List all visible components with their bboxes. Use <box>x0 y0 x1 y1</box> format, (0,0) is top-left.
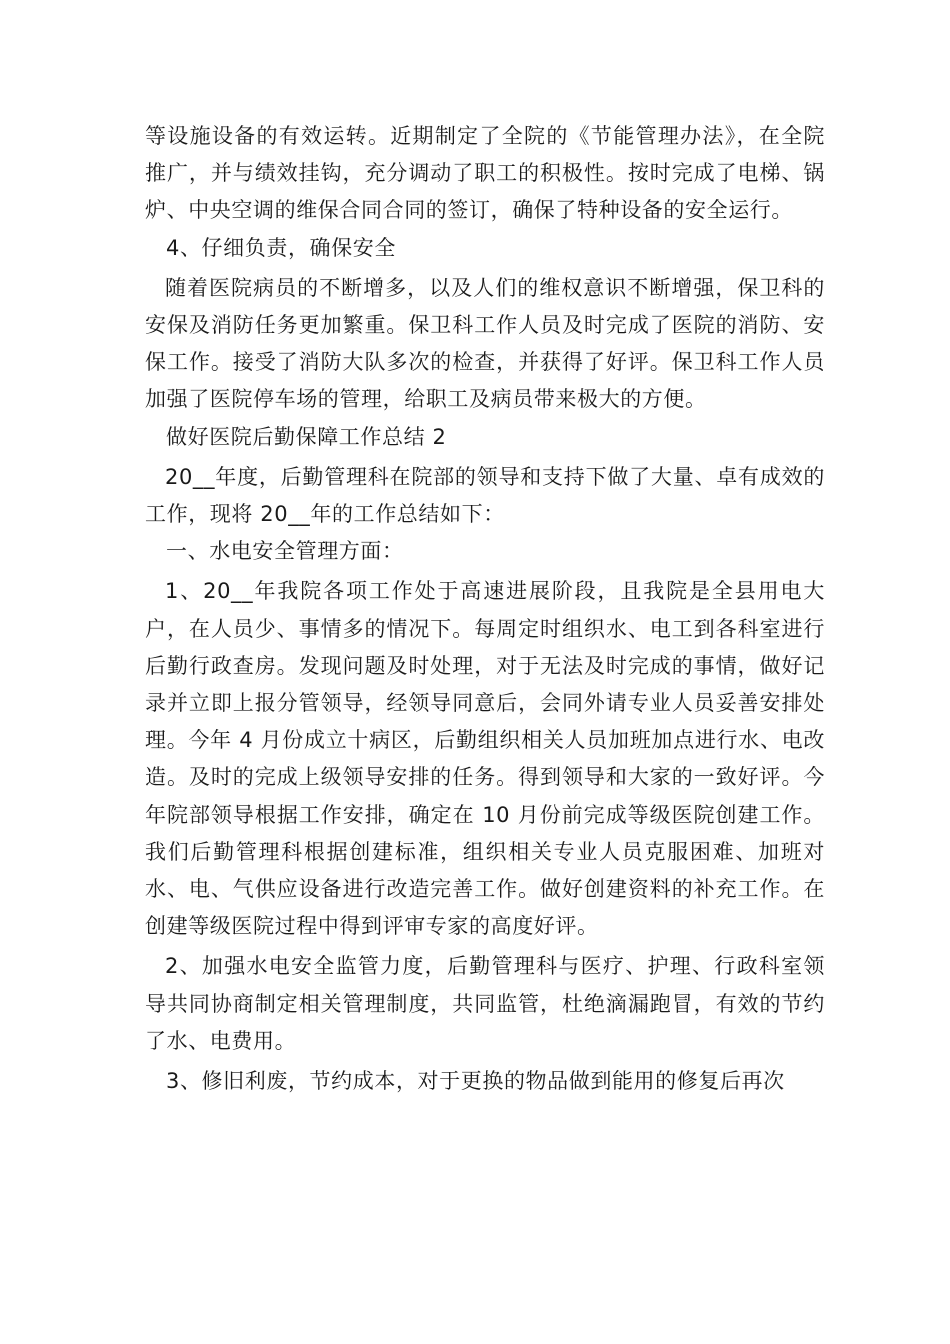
paragraph-annual-intro: 20__年度，后勤管理科在院部的领导和支持下做了大量、卓有成效的工作，现将 20__年的工作总结如下： <box>145 464 825 527</box>
heading-water-electric-safety: 一、水电安全管理方面： <box>166 539 404 564</box>
paragraph-security-department: 随着医院病员的不断增多，以及人们的维权意识不断增强，保卫科的安保及消防任务更加繁重。保卫科工作人员及时完成了医院的消防、安保工作。接受了消防大队多次的检查，并获得了好评。保卫科工作人员加强了医院停车场的管理，给职工及病员带来极大的方便。 <box>145 275 825 412</box>
paragraph-energy-management: 等设施设备的有效运转。近期制定了全院的《节能管理办法》，在全院推广，并与绩效挂钩，充分调动了职工的积极性。按时完成了电梯、锅炉、中央空调的维保合同合同的签订，确保了特种设备的安全运行。 <box>145 124 825 223</box>
section-title-summary-2: 做好医院后勤保障工作总结 2 <box>166 424 447 449</box>
paragraph-item-1: 1、20__年我院各项工作处于高速进展阶段，且我院是全县用电大户，在人员少、事情多的情况下。每周定时组织水、电工到各科室进行后勤行政查房。发现问题及时处理，对于无法及时完成的事情，做好记录并立即上报分管领导，经领导同意后，会同外请专业人员妥善安排处理。今年 4 月份成立十病区，后勤组织相关人员加班加点进行水、电改造。及时的完成上级领导安排的任务。得到领导和大家的一致好评。今年院部领导根据工作安排，确定在 10 月份前完成等级医院创建工作。我们后勤管理科根据创建标准，组织相关专业人员克服困难、加班对水、电、气供应设备进行改造完善工作。做好创建资料的补充工作。在创建等级医院过程中得到评审专家的高度好评。 <box>145 579 825 939</box>
paragraph-item-2: 2、加强水电安全监管力度，后勤管理科与医疗、护理、行政科室领导共同协商制定相关管理制度，共同监管，杜绝滴漏跑冒，有效的节约了水、电费用。 <box>145 954 825 1053</box>
paragraph-item-3: 3、修旧利废，节约成本，对于更换的物品做到能用的修复后再次 <box>166 1069 785 1094</box>
heading-safety: 4、仔细负责，确保安全 <box>166 235 396 260</box>
document-body <box>145 118 825 1100</box>
